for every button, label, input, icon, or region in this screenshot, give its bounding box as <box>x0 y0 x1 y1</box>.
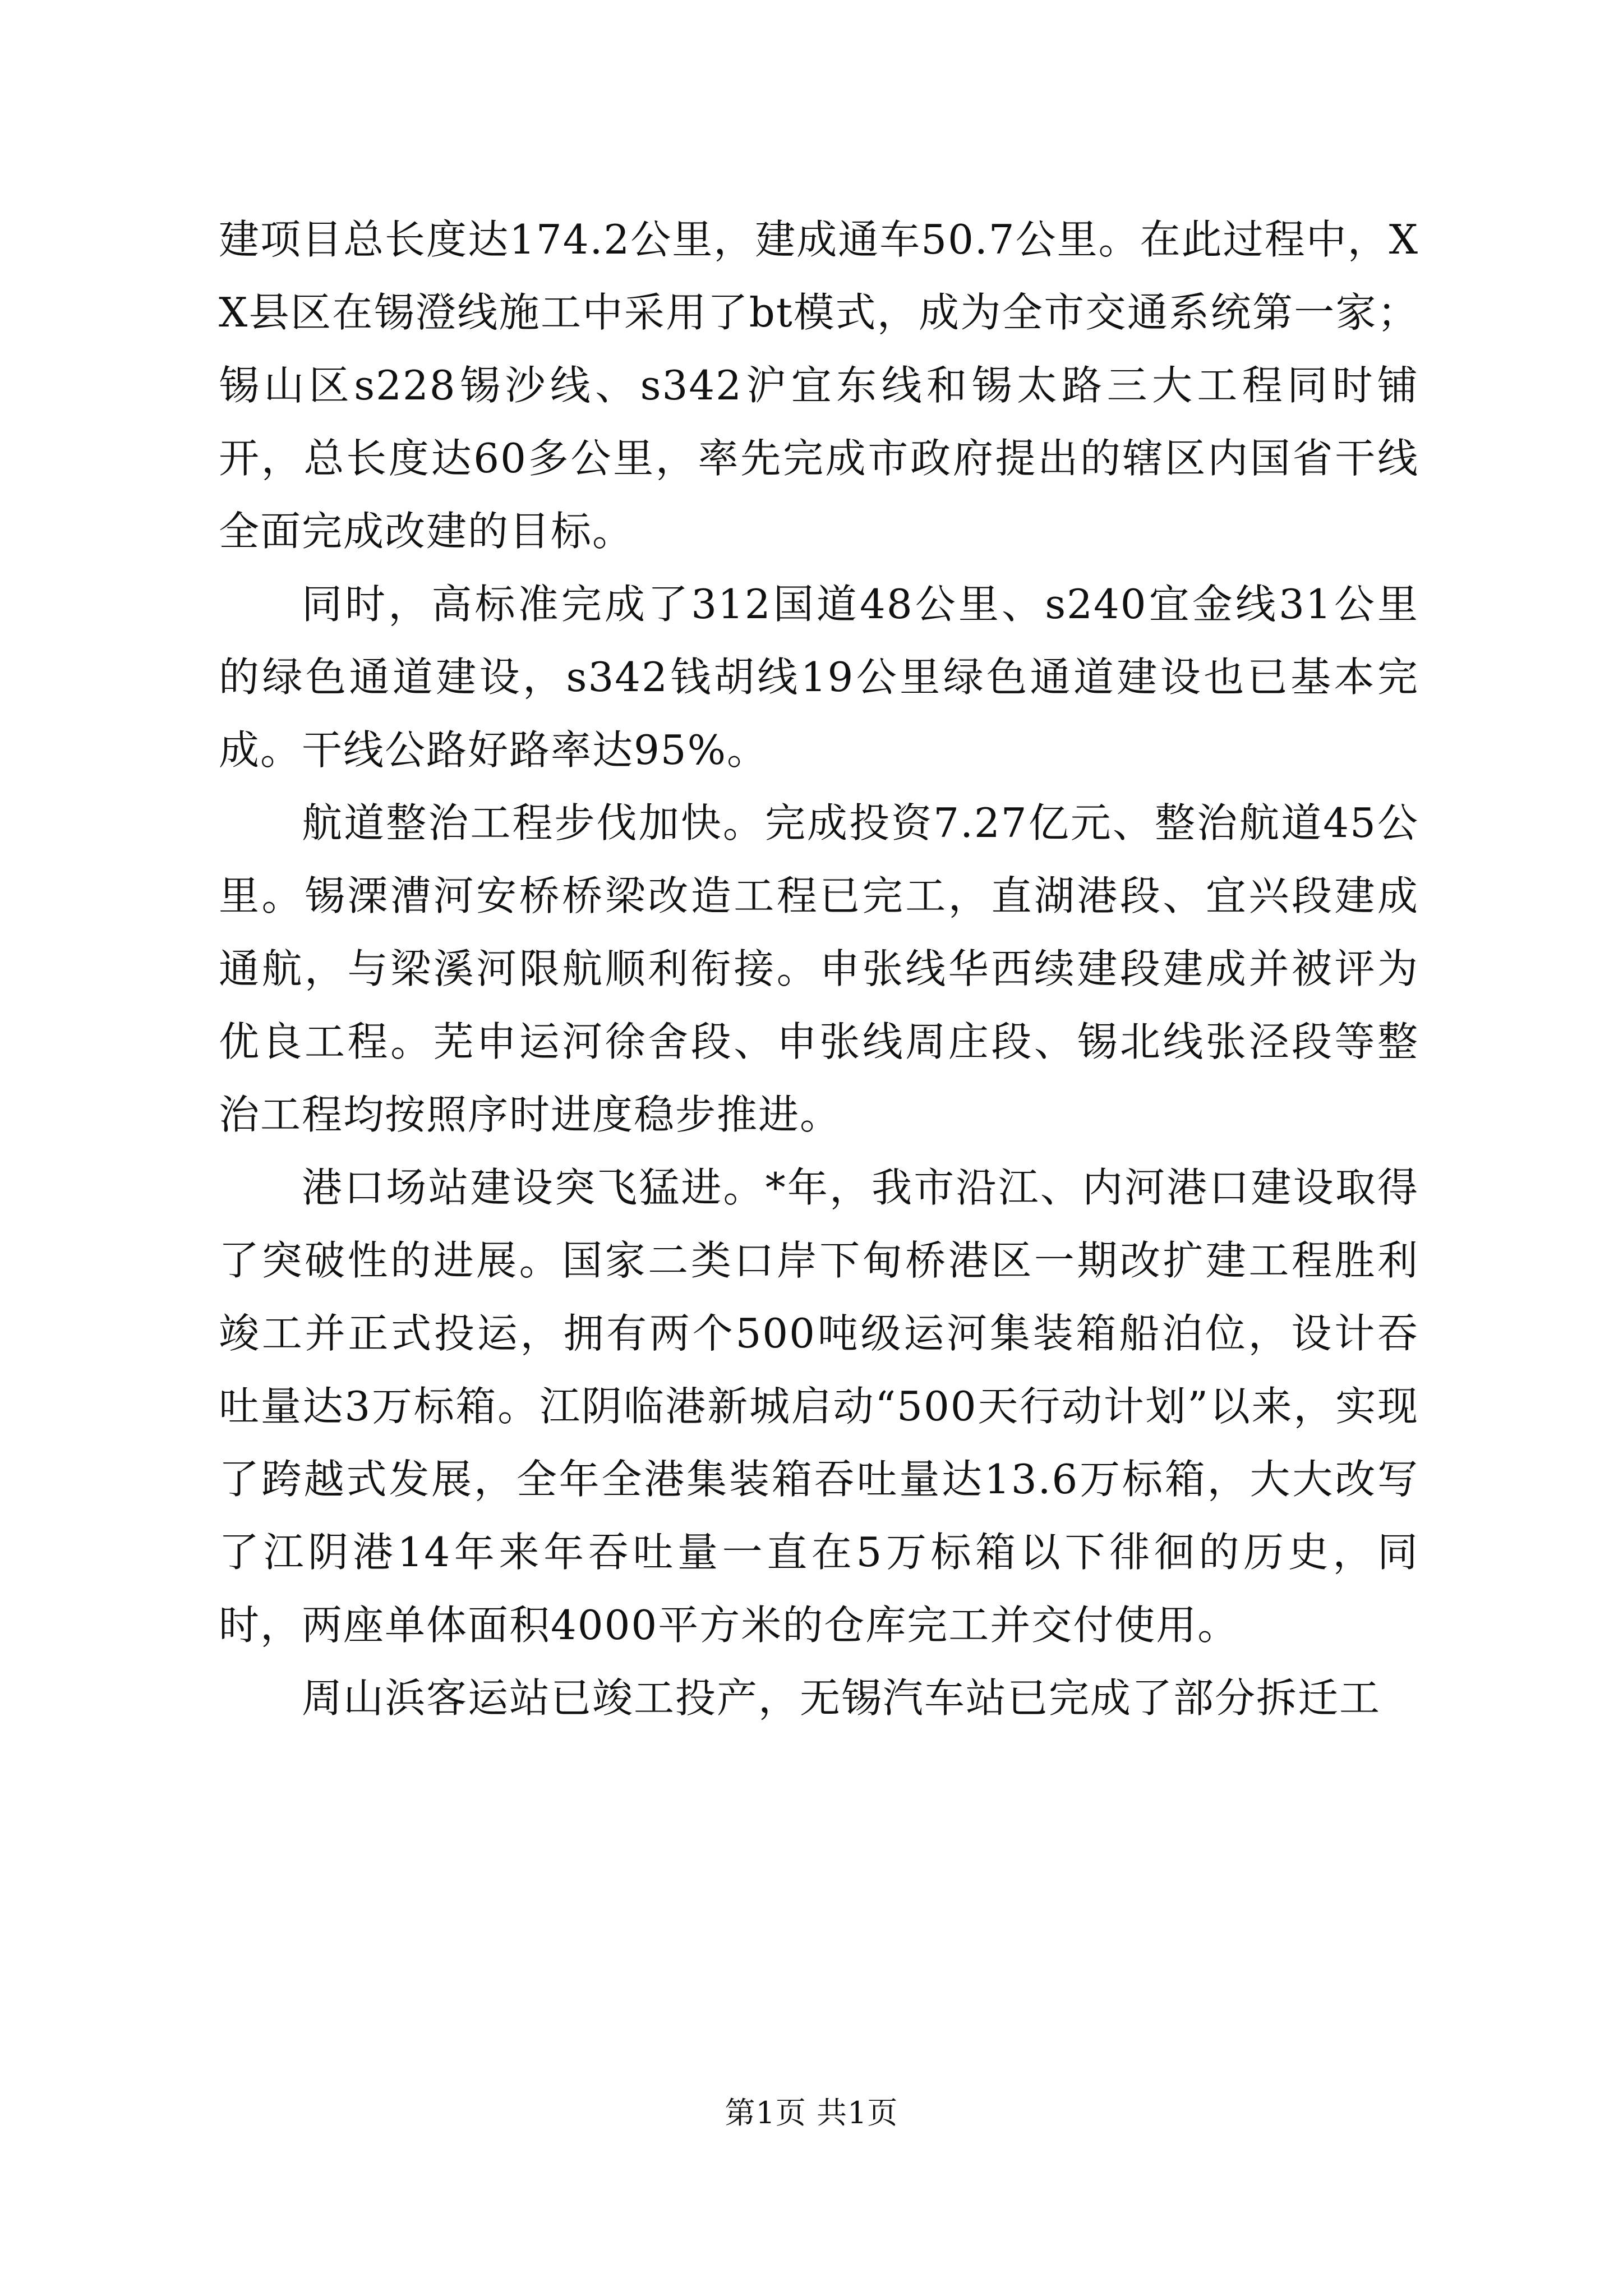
page-footer: 第1页 共1页 <box>725 2095 898 2131</box>
paragraph-green-corridor: 同时，高标准完成了312国道48公里、s240宜金线31公里的绿色通道建设，s342钱胡线19公里绿色通道建设也已基本完成。干线公路好路率达95%。 <box>219 581 1419 774</box>
document-body <box>219 203 1419 1734</box>
paragraph-port-construction: 港口场站建设突飞猛进。*年，我市沿江、内河港口建设取得了突破性的进展。国家二类口岸下甸桥港区一期改扩建工程胜利竣工并正式投运，拥有两个500吨级运河集装箱船泊位，设计吞吐量达3万标箱。江阴临港新城启动“500天行动计划”以来，实现了跨越式发展，全年全港集装箱吞吐量达13.6万标箱，大大改写了江阴港14年来年吞吐量一直在5万标箱以下徘徊的历史，同时，两座单体面积4000平方米的仓库完工并交付使用。 <box>219 1164 1419 1649</box>
paragraph-bus-station: 周山浜客运站已竣工投产，无锡汽车站已完成了部分拆迁工 <box>302 1674 1381 1722</box>
paragraph-continuation: 建项目总长度达174.2公里，建成通车50.7公里。在此过程中，XX县区在锡澄线施工中采用了bt模式，成为全市交通系统第一家；锡山区s228锡沙线、s342沪宜东线和锡太路三大工程同时铺开，总长度达60多公里，率先完成市政府提出的辖区内国省干线全面完成改建的目标。 <box>219 216 1419 555</box>
paragraph-waterway: 航道整治工程步伐加快。完成投资7.27亿元、整治航道45公里。锡溧漕河安桥桥梁改造工程已完工，直湖港段、宜兴段建成通航，与梁溪河限航顺利衔接。申张线华西续建段建成并被评为优良工程。芜申运河徐舍段、申张线周庄段、锡北线张泾段等整治工程均按照序时进度稳步推进。 <box>219 799 1419 1138</box>
